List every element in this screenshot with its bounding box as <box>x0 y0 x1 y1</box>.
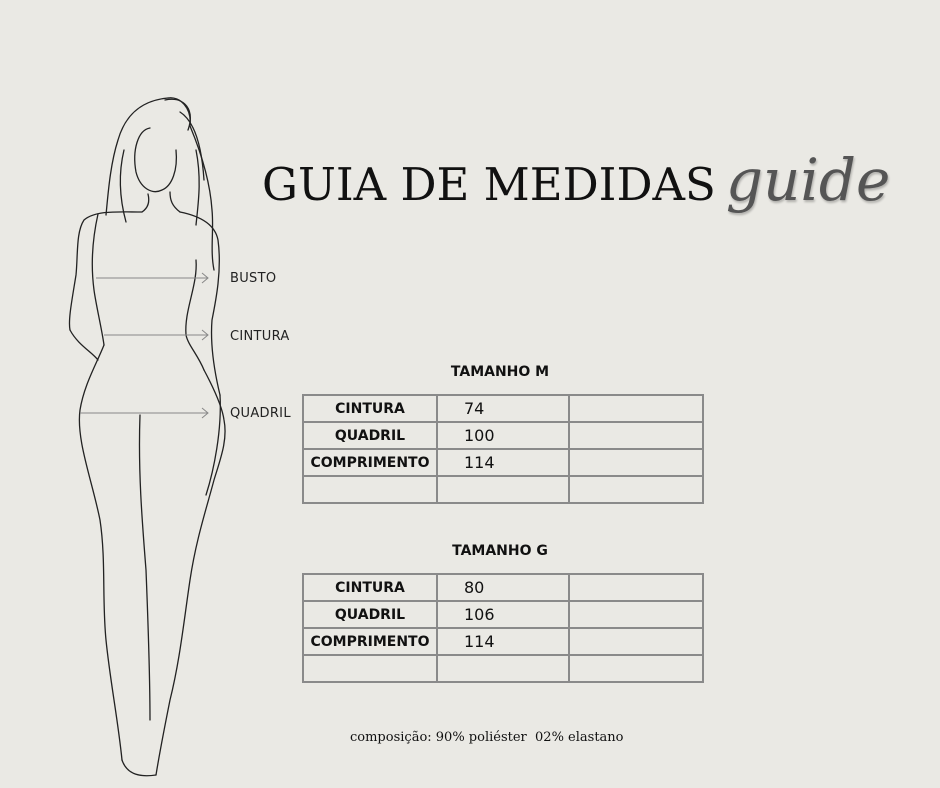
row-value: 74 <box>437 395 569 422</box>
empty-cell <box>569 449 703 476</box>
row-value: 106 <box>437 601 569 628</box>
page-title <box>262 146 891 215</box>
row-label: QUADRIL <box>303 601 437 628</box>
table-row <box>303 601 703 628</box>
row-label: QUADRIL <box>303 422 437 449</box>
table-row <box>303 476 703 503</box>
label-cintura: CINTURA <box>230 329 290 344</box>
row-value: 114 <box>437 449 569 476</box>
empty-cell <box>569 628 703 655</box>
row-value: 80 <box>437 574 569 601</box>
row-value: 100 <box>437 422 569 449</box>
table-row <box>303 395 703 422</box>
label-quadril: QUADRIL <box>230 406 291 421</box>
row-label: COMPRIMENTO <box>303 628 437 655</box>
empty-cell <box>569 574 703 601</box>
empty-cell <box>303 476 437 503</box>
label-busto: BUSTO <box>230 271 277 286</box>
size-g-table <box>302 573 704 683</box>
empty-cell <box>569 601 703 628</box>
table-row <box>303 655 703 682</box>
body-silhouette-illustration <box>0 0 300 788</box>
table-row <box>303 422 703 449</box>
size-m-table <box>302 394 704 504</box>
table-row <box>303 449 703 476</box>
empty-cell <box>569 395 703 422</box>
composition-text: composição: 90% poliéster 02% elastano <box>350 730 624 745</box>
size-g-title: TAMANHO G <box>452 543 548 559</box>
empty-cell <box>569 476 703 503</box>
row-label: CINTURA <box>303 574 437 601</box>
row-label: CINTURA <box>303 395 437 422</box>
empty-cell <box>569 655 703 682</box>
title-main: GUIA DE MEDIDAS <box>262 158 716 211</box>
size-m-title: TAMANHO M <box>450 364 550 380</box>
row-label: COMPRIMENTO <box>303 449 437 476</box>
empty-cell <box>437 476 569 503</box>
row-value: 114 <box>437 628 569 655</box>
table-row <box>303 574 703 601</box>
title-script: guide <box>725 146 891 214</box>
table-row <box>303 628 703 655</box>
empty-cell <box>303 655 437 682</box>
empty-cell <box>569 422 703 449</box>
empty-cell <box>437 655 569 682</box>
